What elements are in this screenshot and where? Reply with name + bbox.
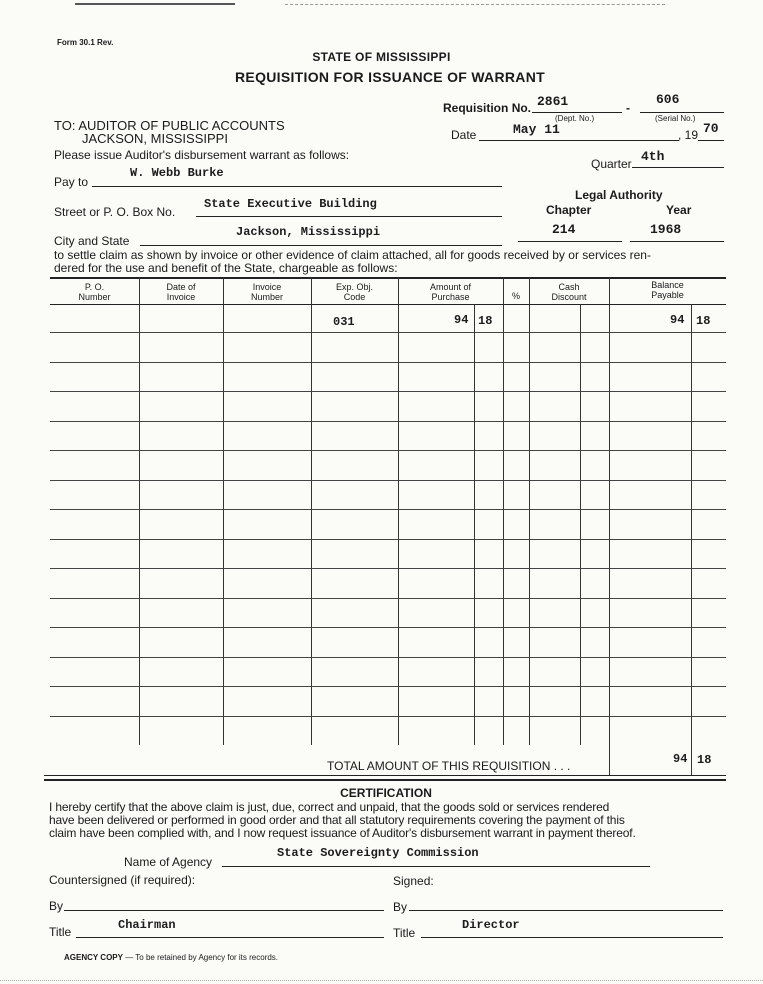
left-title-label: Title [49,925,72,939]
left-title-line [76,937,384,938]
year-prefix: , 19 [678,128,699,142]
table-row-line [50,421,726,422]
right-by-label: By [393,900,408,914]
header-percent: % [511,291,520,301]
addressee-line-1: TO: AUDITOR OF PUBLIC ACCOUNTS [54,118,285,133]
instruction-text: Please issue Auditor's disbursement warrant as follows: [54,148,350,162]
serial-number-line [640,112,724,113]
table-header-rule [50,304,726,305]
right-title-line [421,937,723,938]
header-invoice-number: Invoice Number [250,282,283,302]
total-cents: 18 [697,753,712,767]
left-by-label: By [49,899,64,913]
city-label: City and State [54,234,130,248]
header-date-of-invoice: Date of Invoice [166,282,196,302]
certification-line-1: I hereby certify that the above claim is just, due, correct and unpaid, that the goods sold or services rendered [49,800,610,814]
chapter-label: Chapter [546,203,592,217]
total-divider [609,745,610,775]
requisition-dash: - [626,101,630,115]
table-row-line [50,686,726,687]
quarter-label: Quarter [591,157,632,171]
col-divider [139,277,140,745]
year-label: Year [666,203,692,217]
certification-line-2: have been delivered or performed in good order and that all statutory requirements covering the payment of this [49,813,625,827]
date-value: May 11 [513,122,560,137]
settle-text-1: to settle claim as shown by invoice or other evidence of claim attached, all for goods received by or services ren- [54,248,651,262]
date-line [479,140,679,141]
left-title-value: Chairman [118,918,176,932]
serial-caption: (Serial No.) [655,114,696,123]
pay-to-line [92,186,502,187]
table-row-line [50,480,726,481]
city-value: Jackson, Mississippi [236,225,381,239]
col-divider [398,277,399,745]
addressee-line-2: JACKSON, MISSISSIPPI [82,131,228,146]
countersigned-label: Countersigned (if required): [49,873,196,887]
total-label: TOTAL AMOUNT OF THIS REQUISITION . . . [327,759,571,773]
signed-label: Signed: [393,874,434,888]
street-label: Street or P. O. Box No. [54,205,176,219]
header-amount-of-purchase: Amount of Purchase [429,282,472,302]
col-divider [609,277,610,745]
scan-bottom-edge [0,980,763,981]
table-row-line [50,450,726,451]
col-divider [580,304,581,745]
legal-year-line [630,241,724,242]
header-po-number: P. O. Number [78,282,111,302]
row1-exp-code: 031 [333,315,355,329]
date-label: Date [451,128,477,142]
col-divider [503,277,504,745]
footer-note: AGENCY COPY — To be retained by Agency for its records. [64,953,279,962]
claim-table [50,277,726,745]
row1-amount-cents: 18 [478,314,493,328]
certification-line-3: claim have been complied with, and I now request issuance of Auditor's disbursement warrant in payment thereof. [49,826,636,840]
legal-authority-heading: Legal Authority [575,188,663,202]
right-title-label: Title [393,926,416,940]
header-exp-obj-code: Exp. Obj. Code [335,282,373,302]
table-row-line [50,657,726,658]
scan-edge-mark [75,3,235,5]
col-divider [691,304,692,745]
table-top-rule [50,277,726,279]
serial-number-value: 606 [656,92,680,107]
table-row-line [50,568,726,569]
city-line [140,245,502,246]
street-line [196,216,502,217]
chapter-line [518,241,622,242]
total-divider [691,745,692,775]
row1-balance-cents: 18 [696,314,711,328]
row1-amount-dollars: 94 [454,313,469,327]
header-balance-payable: Balance Payable [651,280,684,300]
right-title-value: Director [462,918,520,932]
left-by-line [64,910,384,911]
quarter-value: 4th [641,149,665,164]
table-row-line [50,332,726,333]
form-number: Form 30.1 Rev. [57,38,114,47]
dept-caption: (Dept. No.) [555,114,595,123]
dept-number-line [532,112,622,113]
agency-label: Name of Agency [124,855,213,869]
legal-year-value: 1968 [650,222,682,237]
col-divider [311,277,312,745]
col-divider [529,277,530,745]
row1-balance-dollars: 94 [670,313,685,327]
year-line [698,140,724,141]
agency-line [222,866,650,867]
total-dollars: 94 [673,752,688,766]
table-row-line [50,509,726,510]
table-row-line [50,598,726,599]
right-by-line [409,910,723,911]
pay-to-value: W. Webb Burke [130,166,224,180]
year-value: 70 [703,121,719,136]
settle-text-2: dered for the use and benefit of the State, chargeable as follows: [54,261,398,275]
table-row-line [50,391,726,392]
certification-heading: CERTIFICATION [340,786,432,800]
scan-edge-mark [285,4,665,5]
header-cash-discount: Cash Discount [551,282,587,302]
chapter-value: 214 [552,222,576,237]
col-divider [223,277,224,745]
pay-to-label: Pay to [54,175,89,189]
requisition-label: Requisition No. [443,101,532,115]
dept-number-value: 2861 [537,94,569,109]
table-row-line [50,716,726,717]
state-heading: STATE OF MISSISSIPPI [312,50,451,64]
agency-value: State Sovereignty Commission [277,846,479,860]
col-divider [474,304,475,745]
quarter-line [632,167,724,168]
form-title: REQUISITION FOR ISSUANCE OF WARRANT [235,69,545,85]
table-row-line [50,539,726,540]
table-row-line [50,362,726,363]
total-rule-1 [44,775,726,776]
total-rule-2 [44,779,726,781]
table-row-line [50,627,726,628]
street-value: State Executive Building [204,197,377,211]
